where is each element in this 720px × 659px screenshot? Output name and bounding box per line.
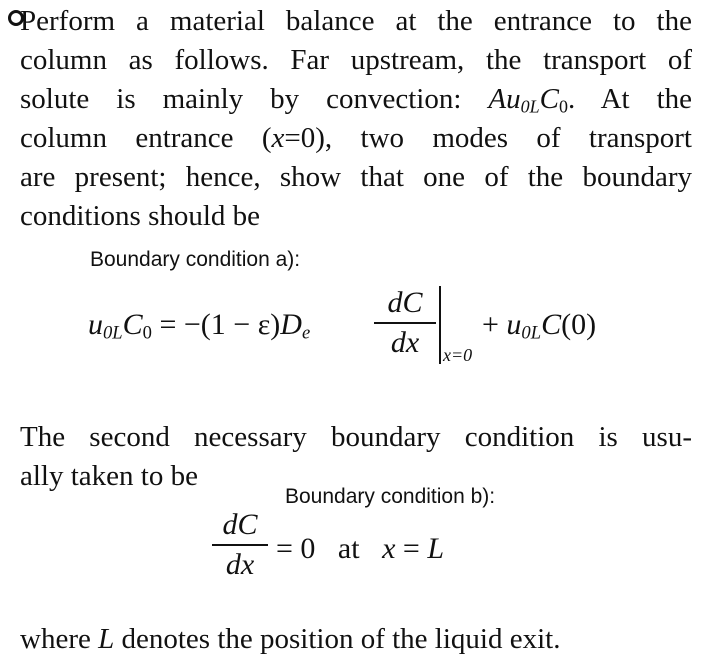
para2-line-1: The second necessary boundary condition is usu-	[20, 421, 692, 453]
equation-b-derivative: dC dx	[212, 508, 268, 582]
para1-line-2: column as follows. Far upstream, the transport of	[20, 44, 692, 76]
evaluation-bar	[439, 286, 441, 364]
equation-a-lhs: $u_{0L}C_0 = -(1 - \varepsilon)D_e$	[88, 308, 311, 344]
para1-line-4: column entrance (x=0), two modes of transport	[20, 122, 692, 154]
bullet-icon	[8, 10, 24, 26]
evaluation-subscript: x=0	[443, 345, 473, 365]
para2-line-2: ally taken to be	[20, 460, 198, 492]
boundary-note-a: Boundary condition a):	[90, 248, 301, 271]
boundary-note-b: Boundary condition b):	[285, 485, 496, 508]
para3-line-1: where L denotes the position of the liquid exit.	[20, 623, 561, 655]
equation-b-rhs: = 0 at x = L	[276, 532, 445, 565]
equation-a-rhs: + $u_{0L}C(0)$	[482, 308, 597, 344]
para1-line-5: are present; hence, show that one of the boundary	[20, 161, 692, 193]
para1-line-1: Perform a material balance at the entrance to the	[20, 5, 692, 37]
para1-line-6: conditions should be	[20, 200, 261, 232]
paragraph-3	[20, 620, 692, 659]
para1-line-3: solute is mainly by convection: $Au_{0L}C_0$. At the	[20, 83, 692, 117]
paragraph-1	[20, 2, 692, 236]
equation-a-derivative: dC dx	[374, 286, 436, 360]
